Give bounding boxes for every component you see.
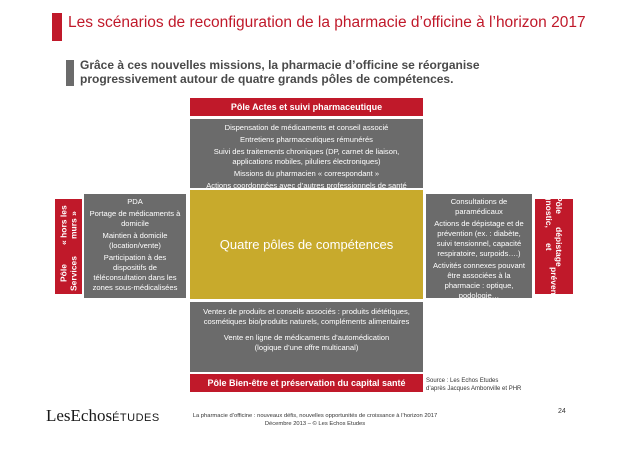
subtitle-accent-bar bbox=[66, 60, 74, 86]
top-pole-header: Pôle Actes et suivi pharmaceutique bbox=[190, 98, 423, 116]
les-echos-etudes-logo bbox=[46, 406, 160, 426]
source-note bbox=[426, 377, 521, 393]
top-pole-item: Dispensation de médicaments et conseil associé bbox=[224, 123, 389, 132]
right-pole-box bbox=[426, 194, 532, 298]
top-pole-item: Actions coordonnées avec d’autres professionnels de santé bbox=[206, 181, 407, 190]
right-pole-item: Actions de dépistage et de prévention (ex. : diabète, suivi tensionnel, capacité respiratoire, surpoids….) bbox=[434, 219, 524, 258]
top-pole-item: Entretiens pharmaceutiques rémunérés bbox=[240, 135, 373, 144]
source-line-1: Source : Les Echos Etudes bbox=[426, 378, 499, 384]
left-pole-label-line-2: « hors les murs » bbox=[58, 205, 79, 246]
left-pole-item: Participation à des dispositifs de téléconsultation dans les zones sous-médicalisées bbox=[92, 253, 178, 292]
right-pole-label-line-3: prévention bbox=[549, 267, 559, 311]
left-pole-label-line-1: Pôle Services bbox=[58, 255, 79, 291]
right-pole-label-line-1: Pôle diagnostic, bbox=[544, 182, 564, 228]
left-pole-item: Portage de médicaments à domicile bbox=[89, 209, 181, 228]
left-pole-box bbox=[84, 194, 186, 298]
right-pole-item: Activités connexes pouvant être associées à la pharmacie : optique, podologie… bbox=[432, 261, 526, 300]
right-pole-label bbox=[535, 182, 573, 311]
top-pole-item: Missions du pharmacien « correspondant » bbox=[233, 169, 380, 178]
footer-line-2: Décembre 2013 – © Les Echos Etudes bbox=[264, 421, 366, 427]
footer-line-1: La pharmacie d’officine : nouveaux défis, nouvelles opportunités de croissance à l’horizon 2017 bbox=[192, 413, 438, 419]
subtitle-line-2: progressivement autour de quatre grands pôles de compétences. bbox=[80, 72, 454, 86]
source-line-2: d’après Jacques Ambonville et PHR bbox=[426, 386, 522, 392]
page-subtitle bbox=[80, 58, 480, 86]
subtitle-line-1: Grâce à ces nouvelles missions, la pharmacie d’officine se réorganise bbox=[80, 58, 480, 72]
left-pole-item: Maintien à domicile (location/vente) bbox=[102, 231, 168, 250]
bottom-pole-item: Vente en ligne de médicaments d’automédication (logique d’une offre multicanal) bbox=[223, 333, 390, 352]
title-accent-bar bbox=[52, 13, 62, 41]
right-pole-item: Consultations de paramédicaux bbox=[450, 197, 508, 216]
bottom-pole-item: Ventes de produits et conseils associés : produits diététiques, cosmétiques bio/produits naturels, compléments alimentaires bbox=[203, 307, 410, 326]
left-pole-label bbox=[55, 199, 82, 294]
logo-sub-text: ÉTUDES bbox=[112, 412, 160, 424]
top-pole-box bbox=[190, 119, 423, 188]
page-number: 24 bbox=[558, 408, 566, 415]
center-label: Quatre pôles de compétences bbox=[190, 190, 423, 299]
footer-text bbox=[190, 412, 440, 428]
right-pole-label-line-2: dépistage et bbox=[544, 227, 564, 268]
logo-main-text: LesEchos bbox=[46, 406, 113, 425]
left-pole-item: PDA bbox=[127, 197, 143, 206]
bottom-pole-header: Pôle Bien-être et préservation du capital santé bbox=[190, 374, 423, 392]
top-pole-item: Suivi des traitements chroniques (DP, carnet de liaison, applications mobiles, piluliers électroniques) bbox=[213, 147, 400, 166]
page-title: Les scénarios de reconfiguration de la pharmacie d’officine à l’horizon 2017 bbox=[68, 14, 586, 31]
bottom-pole-box bbox=[190, 302, 423, 372]
